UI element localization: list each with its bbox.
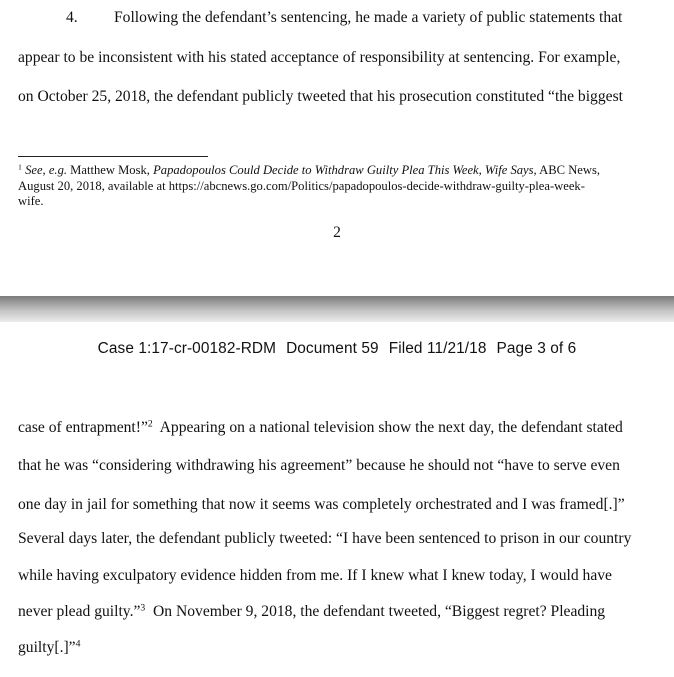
footnote-ref-2: 2 [147,418,153,430]
footnote-ref-3: 3 [140,602,146,614]
page-2-bottom-section [0,0,674,296]
page-number: 2 [333,224,341,241]
footnote-line-3: wife. [18,194,44,209]
footnote-line-1 [18,163,654,179]
body-line-9 [18,602,605,622]
page-count: Page 3 of 6 [496,340,577,357]
body-line-4 [18,418,623,438]
case-number: Case 1:17-cr-00182-RDM [97,340,277,357]
text-segment: Appearing on a national television show the next day, the defendant stated [152,419,623,436]
body-line-10 [18,638,80,658]
page-break-shadow [0,296,674,322]
case-header [0,340,674,358]
paragraph-number: 4. [66,9,78,26]
text-segment: guilty[.]” [18,639,76,656]
body-line-8: while having exculpatory evidence hidden from me. If I knew what I knew today, I would have [18,567,612,584]
footnote-divider [18,156,208,157]
footnote-marker: 1 [18,162,22,172]
footnote-line-2: August 20, 2018, available at https://abcnews.go.com/Politics/papadopoulos-decide-withdraw-guilty-plea-week- [18,178,585,193]
body-line-7: Several days later, the defendant publicly tweeted: “I have been sentenced to prison in our country [18,530,632,547]
footnote-publisher: ABC News, [536,163,601,177]
footnote-article-title: Papadopoulos Could Decide to Withdraw Guilty Plea This Week, Wife Says, [153,163,537,177]
footnote-author: Matthew Mosk, [67,163,154,177]
footnote-see: See, e.g. [25,163,68,177]
text-segment: On November 9, 2018, the defendant tweeted, “Biggest regret? Pleading [145,603,606,620]
footnote-1 [18,163,654,210]
body-line-6: one day in jail for something that now it seems was completely orchestrated and I was framed[.]” [18,496,625,513]
text-segment: case of entrapment!” [18,419,148,436]
footnote-ref-4: 4 [75,638,81,650]
body-line-1: Following the defendant’s sentencing, he made a variety of public statements that [114,9,623,26]
text-segment: never plead guilty.” [18,603,141,620]
filed-date: Filed 11/21/18 [388,340,487,357]
document-number: Document 59 [286,340,379,357]
body-line-2: appear to be inconsistent with his stated acceptance of responsibility at sentencing. For example, [18,49,621,66]
body-line-5: that he was “considering withdrawing his agreement” because he should not “have to serve even [18,457,620,474]
body-line-3: on October 25, 2018, the defendant publicly tweeted that his prosecution constituted “the biggest [18,88,623,105]
